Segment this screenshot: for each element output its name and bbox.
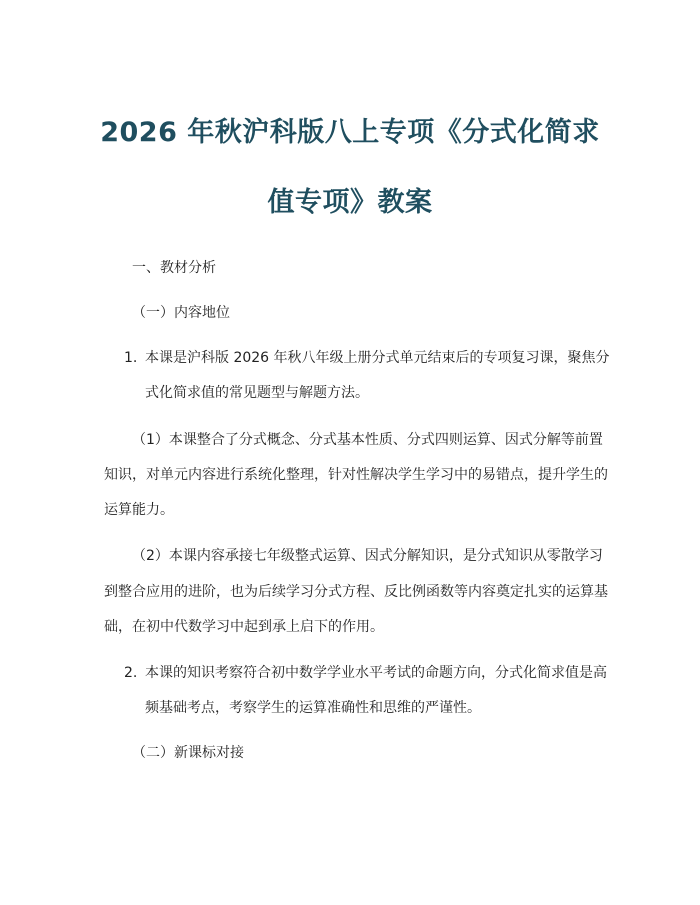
list-item-number-1: 1. bbox=[124, 350, 138, 366]
sub-point-2-line-3: 础，在初中代数学习中起到承上启下的作用。 bbox=[104, 619, 384, 635]
sub-point-2-line-2: 到整合应用的进阶，也为后续学习分式方程、反比例函数等内容奠定扎实的运算基 bbox=[104, 584, 608, 600]
document-title-line-1: 2026 年秋沪科版八上专项《分式化简求 bbox=[100, 117, 600, 148]
list-item-2-line-1: 本课的知识考察符合初中数学学业水平考试的命题方向，分式化简求值是高 bbox=[145, 665, 607, 681]
section-heading-textbook-analysis: 一、教材分析 bbox=[132, 260, 216, 276]
subsection-heading-content-position: （一）内容地位 bbox=[132, 305, 230, 321]
list-item-1-line-1: 本课是沪科版 2026 年秋八年级上册分式单元结束后的专项复习课，聚焦分 bbox=[145, 350, 610, 366]
list-item-2-line-2: 频基础考点，考察学生的运算准确性和思维的严谨性。 bbox=[145, 700, 481, 716]
subsection-heading-new-curriculum: （二）新课标对接 bbox=[132, 745, 244, 761]
document-title-line-2: 值专项》教案 bbox=[267, 187, 433, 218]
list-item-number-2: 2. bbox=[124, 665, 138, 681]
sub-point-1-line-3: 运算能力。 bbox=[104, 502, 174, 518]
sub-point-1-line-1: （1）本课整合了分式概念、分式基本性质、分式四则运算、因式分解等前置 bbox=[132, 432, 603, 448]
sub-point-1-line-2: 知识，对单元内容进行系统化整理，针对性解决学生学习中的易错点，提升学生的 bbox=[104, 467, 608, 483]
list-item-1-line-2: 式化简求值的常见题型与解题方法。 bbox=[145, 385, 369, 401]
sub-point-2-line-1: （2）本课内容承接七年级整式运算、因式分解知识，是分式知识从零散学习 bbox=[132, 548, 603, 564]
